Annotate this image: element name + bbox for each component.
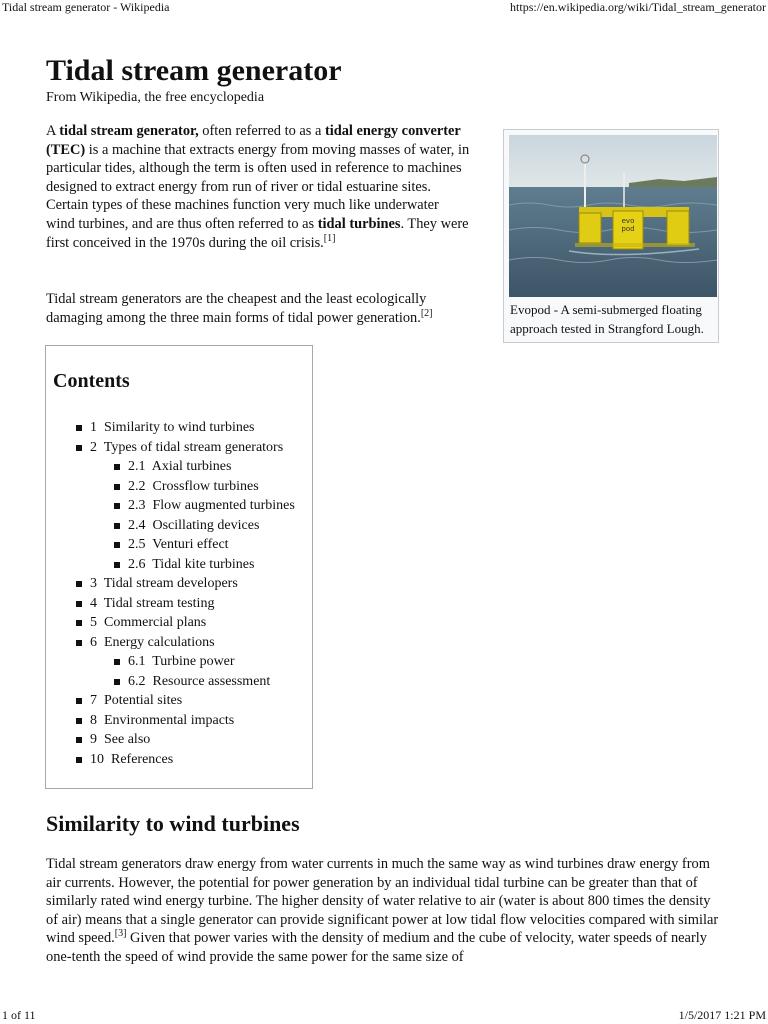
bullet-icon [114, 562, 120, 568]
svg-text:pod: pod [621, 225, 635, 233]
figure-caption: Evopod - A semi-submerged floating approach tested in Strangford Lough. [510, 302, 704, 336]
toc-item[interactable]: 2.2 Crossflow turbines [46, 477, 312, 497]
bullet-icon [114, 659, 120, 665]
bullet-icon [114, 679, 120, 685]
citation-link[interactable]: [3] [114, 928, 127, 940]
bullet-icon [76, 445, 82, 451]
svg-text:evo: evo [621, 217, 635, 225]
toc-item[interactable]: 2.5 Venturi effect [46, 535, 312, 555]
toc-item[interactable]: 2.6 Tidal kite turbines [46, 555, 312, 575]
infobox-figure [503, 129, 719, 343]
bullet-icon [76, 425, 82, 431]
page-title: Tidal stream generator [46, 54, 342, 87]
page-counter: 1 of 11 [2, 1008, 36, 1022]
section-paragraph: Tidal stream generators draw energy from water currents in much the same way as wind turbines draw energy from air currents. However, the potential for power generation by an individual tidal turbine can be greater than that of similarly rated wind energy turbine. The higher density of water relative to air (water is about 800 times the density of air) means that a single generator can provide significant power at low tidal flow velocities compared with similar wind speed.[3] Given that power varies with the density of medium and the cube of velocity, water speeds of nearly one-tenth the speed of wind provide the same power for the same size of [46, 856, 719, 965]
intro-paragraph: A tidal stream generator, often referred to as a tidal energy converter (TEC) is a machine that extracts energy from moving masses of water, in particular tides, although the term is often used in reference to machines designed to extract energy from run of river or tidal estuarine sites. Certain types of these machines function very much like underwater wind turbines, and are thus often referred to as tidal turbines. They were first conceived in the 1970s during the oil crisis.[1] [46, 123, 470, 251]
bullet-icon [114, 503, 120, 509]
toc-item[interactable]: 10 References [46, 750, 312, 770]
citation-link[interactable]: [2] [420, 307, 433, 319]
toc-item[interactable]: 3 Tidal stream developers [46, 574, 312, 594]
bullet-icon [76, 601, 82, 607]
toc-item[interactable]: 5 Commercial plans [46, 613, 312, 633]
toc-list [46, 418, 312, 769]
bullet-icon [76, 698, 82, 704]
page-url[interactable]: https://en.wikipedia.org/wiki/Tidal_stream_generator [510, 0, 766, 14]
toc-item[interactable]: 2 Types of tidal stream generators [46, 438, 312, 458]
bullet-icon [114, 464, 120, 470]
toc-item[interactable]: 6 Energy calculations [46, 633, 312, 653]
toc-item[interactable]: 9 See also [46, 730, 312, 750]
toc-title: Contents [53, 370, 130, 392]
section-heading: Similarity to wind turbines [46, 811, 300, 836]
toc-item[interactable]: 6.1 Turbine power [46, 652, 312, 672]
toc-item[interactable]: 1 Similarity to wind turbines [46, 418, 312, 438]
toc-item[interactable]: 6.2 Resource assessment [46, 672, 312, 692]
print-datetime: 1/5/2017 1:21 PM [678, 1008, 766, 1022]
bullet-icon [76, 620, 82, 626]
bullet-icon [76, 581, 82, 587]
bullet-icon [114, 523, 120, 529]
table-of-contents [45, 345, 313, 789]
citation-link[interactable]: [1] [323, 232, 336, 244]
bullet-icon [76, 757, 82, 763]
toc-item[interactable]: 2.1 Axial turbines [46, 457, 312, 477]
bullet-icon [76, 640, 82, 646]
second-paragraph: Tidal stream generators are the cheapest and the least ecologically damaging among the three main forms of tidal power generation.[2] [46, 291, 433, 326]
toc-item[interactable]: 4 Tidal stream testing [46, 594, 312, 614]
toc-item[interactable]: 2.4 Oscillating devices [46, 516, 312, 536]
page-subtitle: From Wikipedia, the free encyclopedia [46, 90, 265, 105]
bullet-icon [76, 737, 82, 743]
bullet-icon [76, 718, 82, 724]
toc-item[interactable]: 2.3 Flow augmented turbines [46, 496, 312, 516]
toc-item[interactable]: 8 Environmental impacts [46, 711, 312, 731]
toc-item[interactable]: 7 Potential sites [46, 691, 312, 711]
browser-page-title: Tidal stream generator - Wikipedia [2, 0, 170, 14]
bullet-icon [114, 484, 120, 490]
bullet-icon [114, 542, 120, 548]
evopod-photo[interactable] [509, 135, 717, 297]
